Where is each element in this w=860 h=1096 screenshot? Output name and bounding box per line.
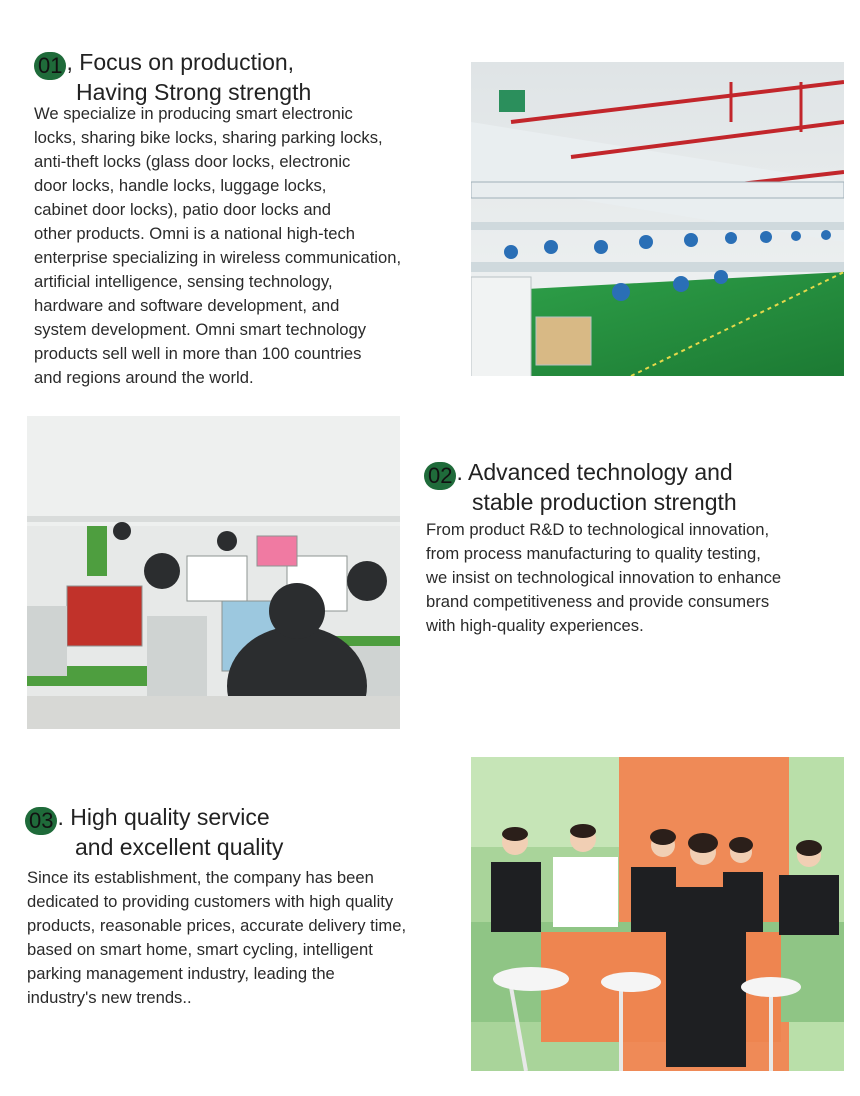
section-03-body [27, 866, 457, 1010]
section-03-body-line: parking management industry, leading the [27, 964, 335, 983]
section-01-body-line: We specialize in producing smart electronic [34, 104, 353, 123]
section-01-body-line: other products. Omni is a national high-tech [34, 224, 355, 243]
section-03-body-line: dedicated to providing customers with high quality [27, 892, 394, 911]
section-01-body-line: locks, sharing bike locks, sharing parking locks, [34, 128, 383, 147]
section-02-body-line: from process manufacturing to quality testing, [426, 544, 761, 563]
factory-production-line-photo [471, 62, 844, 376]
section-03-title-line2: and excellent quality [75, 834, 284, 860]
section-01-body-line: enterprise specializing in wireless communication, [34, 248, 402, 267]
section-02-body-line: with high-quality experiences. [426, 616, 644, 635]
section-02-body [426, 518, 846, 638]
section-03-heading [25, 805, 283, 859]
section-01-heading [34, 50, 311, 104]
section-03-title-line1: . High quality service [57, 804, 270, 830]
section-01-body [34, 102, 454, 390]
section-01-body-line: anti-theft locks (glass door locks, electronic [34, 152, 351, 171]
section-01-title-line2: Having Strong strength [76, 79, 312, 105]
section-03-body-line: based on smart home, smart cycling, intelligent [27, 940, 373, 959]
section-01-body-line: door locks, handle locks, luggage locks, [34, 176, 327, 195]
section-03-body-line: Since its establishment, the company has been [27, 868, 374, 887]
section-03-body-line: products, reasonable prices, accurate delivery time, [27, 916, 407, 935]
section-02-body-line: we insist on technological innovation to enhance [426, 568, 782, 587]
exhibition-team-photo [471, 757, 844, 1071]
section-01-body-line: and regions around the world. [34, 368, 254, 387]
section-01-body-line: cabinet door locks), patio door locks and [34, 200, 332, 219]
section-03-number-badge: 03 [25, 807, 57, 835]
section-02-title-line1: . Advanced technology and [456, 459, 733, 485]
rd-office-photo [27, 416, 400, 729]
section-01-body-line: products sell well in more than 100 countries [34, 344, 362, 363]
section-01-number-badge: 01 [34, 52, 66, 80]
section-01-title-line1: , Focus on production, [66, 49, 295, 75]
section-01-body-line: artificial intelligence, sensing technology, [34, 272, 333, 291]
section-02-number-badge: 02 [424, 462, 456, 490]
section-02-body-line: From product R&D to technological innovation, [426, 520, 770, 539]
section-02-heading [424, 460, 737, 514]
section-03-body-line: industry's new trends.. [27, 988, 192, 1007]
section-02-body-line: brand competitiveness and provide consumers [426, 592, 770, 611]
section-01-body-line: hardware and software development, and [34, 296, 340, 315]
section-02-title-line2: stable production strength [472, 489, 737, 515]
section-01-body-line: system development. Omni smart technology [34, 320, 367, 339]
